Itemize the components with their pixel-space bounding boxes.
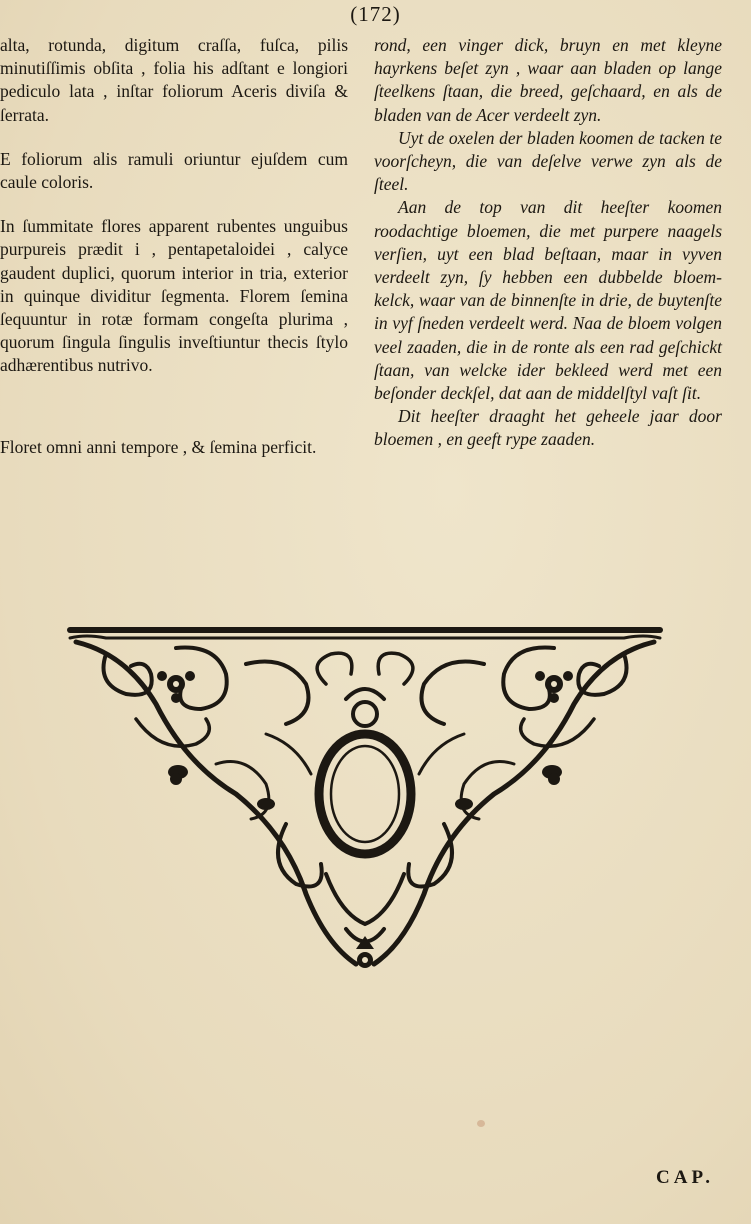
paper-stain (477, 1120, 485, 1127)
latin-paragraph-2: E foliorum alis ramuli oriuntur ejuſdem cum caule coloris. (0, 148, 348, 193)
latin-paragraph-1: alta, rotunda, digitum craſſa, fuſca, pilis minutiſſimis obſita , folia his adſtant e longiori pediculo lata , inſtar foliorum Aceris diviſa & ſerrata. (0, 35, 348, 125)
dutch-paragraph-1: rond, een vinger dick, bruyn en met kleyne hayrkens beſet zyn , waar aan bladen op lange ſteelkens ſtaan, die breed, geſchaard, en als de bladen van de Acer verdeelt zyn. (374, 35, 722, 125)
dutch-paragraph-3: Aan de top van dit heeſter koomen roodachtige bloemen, die met purpere naagels verſien, uyt een blad beſtaan, maar in vyven verdeelt zyn, ſy hebben een dubbelde bloem-kelck, waar van de binnenſte in drie, de buytenſte in vyf ſneden verdeelt werd. Naa de bloem volgen veel zaaden, die in de ronte als een rad geſchickt ſtaan, van welcke ider bekleed werd met een beſonder deckſel, dat aan de middelſtyl vaſt ſit. (374, 197, 722, 404)
dutch-paragraph-2: Uyt de oxelen der bladen koomen de tacken te voorſcheyn, die van deſelve verwe zyn als de ſteel. (374, 127, 722, 195)
catchword: CAP. (656, 1167, 715, 1188)
page-number: (172) (350, 2, 401, 26)
latin-paragraph-3: In ſummitate flores apparent rubentes unguibus purpureis prædit i , pentapetaloidei , calyce gaudent duplici, quorum interior in tria, exterior in quinque dividitur ſegmenta. Florem ſemina ſequuntur in rotæ formam congeſta plurima , quorum ſingula ſingulis inveſtiuntur thecis ſtylo adhærentibus nutrivo. (0, 216, 348, 376)
baroque-tailpiece-ornament-icon (66, 624, 664, 972)
latin-paragraph-4: Floret omni anni tempore , & ſemina perficit. (0, 436, 317, 457)
dutch-column (374, 34, 722, 452)
dutch-paragraph-4: Dit heeſter draaght het geheele jaar door bloemen , en geeft rype zaaden. (374, 406, 722, 450)
latin-column (0, 34, 348, 459)
